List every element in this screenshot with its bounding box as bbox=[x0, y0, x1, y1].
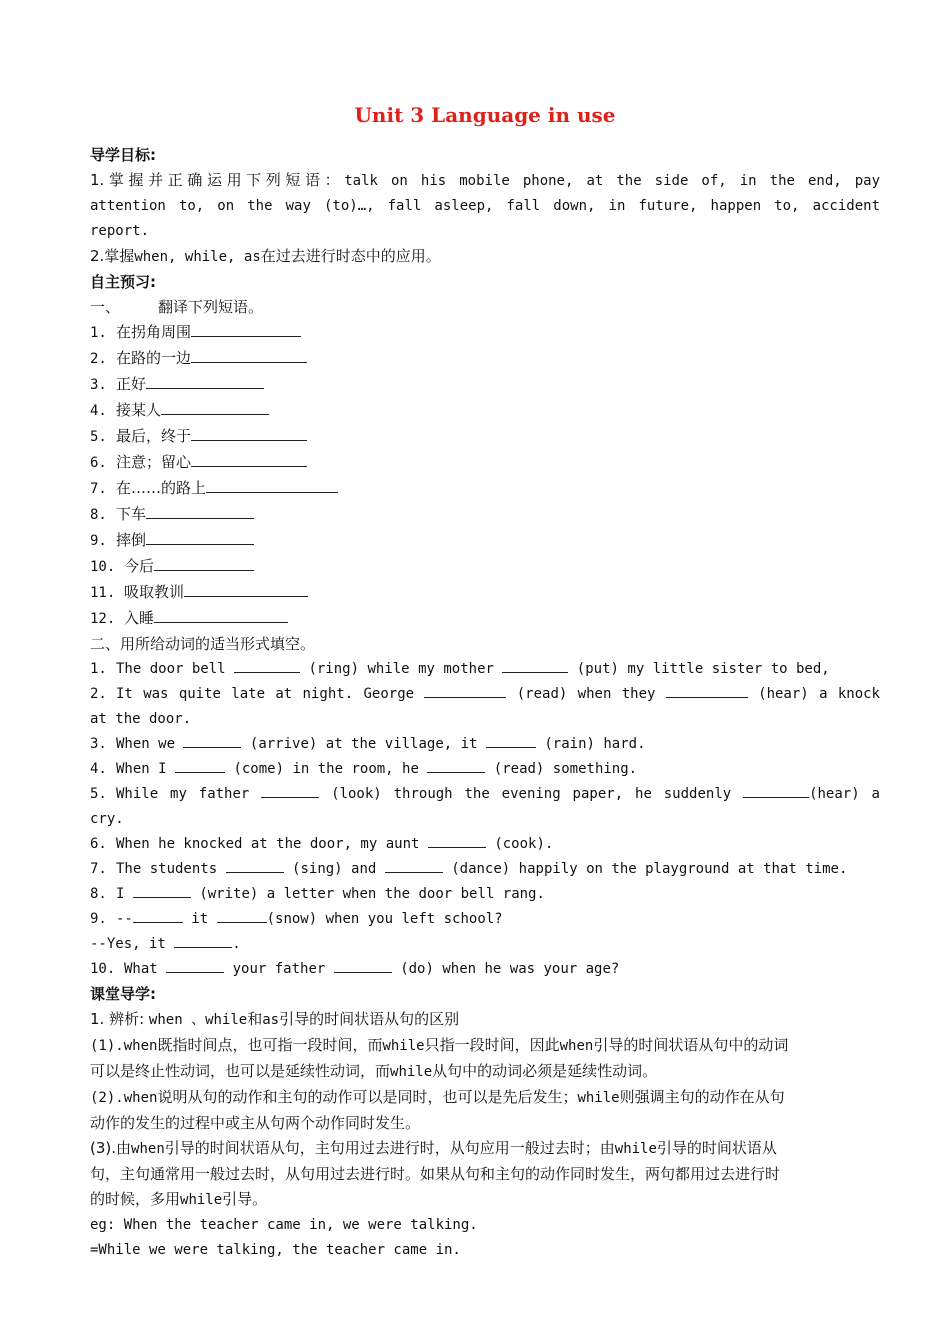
question-6: 6. When he knocked at the door, my aunt (cook). bbox=[90, 832, 880, 857]
phrase-item: 8. 下车 bbox=[90, 502, 880, 528]
phrase-item: 1. 在拐角周围 bbox=[90, 320, 880, 346]
question-5: 5. While my father (look) through the evening paper, he suddenly (hear) a bbox=[90, 782, 880, 807]
question-2: 2. It was quite late at night. George (read) when they (hear) a knock bbox=[90, 682, 880, 707]
section1-title bbox=[90, 295, 880, 320]
question-1: 1. The door bell (ring) while my mother (put) my little sister to bed, bbox=[90, 657, 880, 682]
content bbox=[90, 143, 880, 1263]
question-2-cont: at the door. bbox=[90, 711, 192, 727]
goal-1-label: 1.掌握并正确运用下列短语： bbox=[90, 171, 345, 189]
goal-1-phrases-a: talk on his mobile phone, at the side of, in the end, pay bbox=[344, 173, 880, 189]
phrase-item: 5. 最后，终于 bbox=[90, 424, 880, 450]
goals-heading: 导学目标: bbox=[90, 146, 156, 164]
question-9: 9. -- it (snow) when you left school? bbox=[90, 907, 880, 932]
point-3: (3).由when引导的时间状语从句，主句用过去进行时，从句应用一般过去时；由while引导的时间状语从 bbox=[90, 1139, 777, 1157]
page-title: Unit 3 Language in use bbox=[354, 103, 616, 127]
phrase-item: 3. 正好 bbox=[90, 372, 880, 398]
phrase-item: 9. 摔倒 bbox=[90, 528, 880, 554]
phrase-item: 6. 注意；留心 bbox=[90, 450, 880, 476]
point-2: (2).when说明从句的动作和主句的动作可以是同时，也可以是先后发生；while则强调主句的动作在从句 bbox=[90, 1088, 785, 1106]
question-8: 8. I (write) a letter when the door bell rang. bbox=[90, 882, 880, 907]
point-1: (1).when既指时间点，也可指一段时间，而while只指一段时间，因此when引导的时间状语从句中的动词 bbox=[90, 1036, 789, 1054]
point-2-cont: 动作的发生的过程中或主从句两个动作同时发生。 bbox=[90, 1114, 421, 1132]
question-5-cont: cry. bbox=[90, 811, 124, 827]
question-9-answer: --Yes, it . bbox=[90, 932, 880, 957]
question-10: 10. What your father (do) when he was your age? bbox=[90, 957, 880, 982]
preview-heading: 自主预习: bbox=[90, 273, 156, 291]
example-1: eg: When the teacher came in, we were talking. bbox=[90, 1217, 478, 1233]
phrase-item: 7. 在……的路上 bbox=[90, 476, 880, 502]
classroom-item-1: 1. 辨析: when 、while和as引导的时间状语从句的区别 bbox=[90, 1010, 460, 1028]
phrase-item: 2. 在路的一边 bbox=[90, 346, 880, 372]
goal-2-suffix: 在过去进行时态中的应用。 bbox=[260, 247, 441, 265]
section2-title: 二、用所给动词的适当形式填空。 bbox=[90, 635, 316, 653]
phrase-item: 4. 接某人 bbox=[90, 398, 880, 424]
goal-1-phrases-c: report. bbox=[90, 223, 150, 239]
question-4: 4. When I (come) in the room, he (read) something. bbox=[90, 757, 880, 782]
goal-item-2 bbox=[90, 244, 880, 270]
example-2: =While we were talking, the teacher came in. bbox=[90, 1242, 461, 1258]
section1-num: 一、 bbox=[90, 298, 121, 316]
phrase-item: 12. 入睡 bbox=[90, 606, 880, 632]
goal-1-phrases-b: attention to, on the way (to)…, fall asleep, fall down, in future, happen to, accident bbox=[90, 198, 880, 214]
phrase-item: 10. 今后 bbox=[90, 554, 880, 580]
point-3-cont: 句，主句通常用一般过去时，从句用过去进行时。如果从句和主句的动作同时发生，两句都用过去进行时 bbox=[90, 1165, 781, 1183]
goal-item-1 bbox=[90, 168, 880, 194]
point-1-cont: 可以是终止性动词，也可以是延续性动词，而while从句中的动词必须是延续性动词。 bbox=[90, 1062, 658, 1080]
phrase-item: 11. 吸取教训 bbox=[90, 580, 880, 606]
section1-text: 翻译下列短语。 bbox=[158, 298, 264, 316]
goal-2-prefix: 2.掌握 bbox=[90, 247, 135, 265]
classroom-heading: 课堂导学: bbox=[90, 985, 156, 1003]
point-3-cont2: 的时候，多用while引导。 bbox=[90, 1190, 268, 1208]
question-7: 7. The students (sing) and (dance) happily on the playground at that time. bbox=[90, 857, 880, 882]
question-3: 3. When we (arrive) at the village, it (rain) hard. bbox=[90, 732, 880, 757]
goal-2-words: when, while, as bbox=[134, 249, 261, 265]
